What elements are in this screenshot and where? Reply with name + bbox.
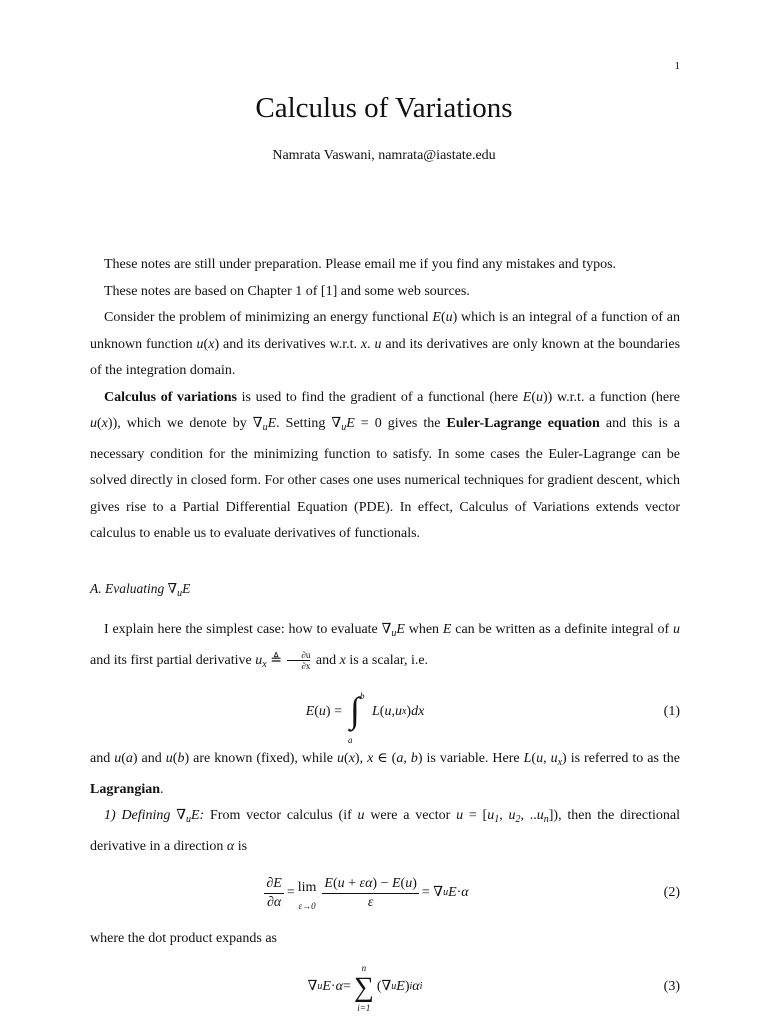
- paragraph-dot-product: where the dot product expands as: [90, 931, 277, 946]
- equation-2: $\frac{\partial E}{\partial\alpha}$ = lim ε→0 $\frac{E(u + \varepsilon\alpha) - E(u)}{\varepsilon}$ = ∇ u E · α (2): [266, 875, 680, 912]
- equation-3-number: (3): [663, 979, 680, 995]
- paragraph-calculus-of-variations: Calculus of variations is used to find the gradient of a functional (here E(u)) w.r.t. a function (here u(x)), which we denote by $\nabla_uE$. Setting $\nabla_uE = 0$ gives the Euler-Lagrange equation and this is a necessary condition for the minimizing function to satisfy. In some cases the Euler-Lagrange can be solved directly in closed form. For other cases one uses numerical techniques for gradient descent, which gives rise to a Partial Differential Equation (PDE). In effect, Calculus of Variations extends vector calculus to enable us to evaluate derivatives of functionals.: [90, 389, 681, 541]
- section-heading-a: A. Evaluating $\nabla_uE$: [90, 580, 191, 599]
- page-number: 1: [674, 60, 680, 72]
- paragraph-notes: These notes are still under preparation. Please email me if you find any mistakes and typos.: [104, 257, 617, 272]
- paragraph-simplest-case: I explain here the simplest case: how to evaluate $\nabla_uE$ when E can be written as a definite integral of u and its first partial derivative $u_x$ ≜ $\frac{\partial u}{\partial x}$ and x is a scalar, i.e.: [90, 622, 680, 671]
- equation-3: ∇ u E · α = n ∑ i=1 (∇ u E ) i α i (3): [307, 962, 680, 1013]
- equation-1-number: (1): [663, 703, 680, 719]
- paragraph-problem: Consider the problem of minimizing an energy functional E(u) which is an integral of a function of an unknown function u(x) and its derivatives w.r.t. x. u and its derivatives are only known at the boundaries of the integration domain.: [90, 310, 681, 378]
- document-body: [90, 252, 680, 1023]
- equation-2-number: (2): [663, 884, 680, 900]
- equation-1: E ( u ) = ∫ b a L ( u , u x ) dx (1): [305, 690, 680, 745]
- paragraph-sources: These notes are based on Chapter 1 of [1] and some web sources.: [104, 283, 470, 299]
- paragraph-defining: 1) Defining $\nabla_uE$: From vector calculus (if u were a vector $u = [u_1$, $u_2$, $..u_n$]), then the directional derivative in a direction α is: [90, 808, 680, 854]
- paragraph-lagrangian: and u(a) and u(b) are known (fixed), while u(x), x ∈ (a, b) is variable. Here L(u, $u_x$) is referred to as the Lagrangian.: [90, 751, 680, 797]
- author-line: Namrata Vaswani, namrata@iastate.edu: [272, 148, 496, 163]
- page-title: Calculus of Variations: [255, 92, 513, 124]
